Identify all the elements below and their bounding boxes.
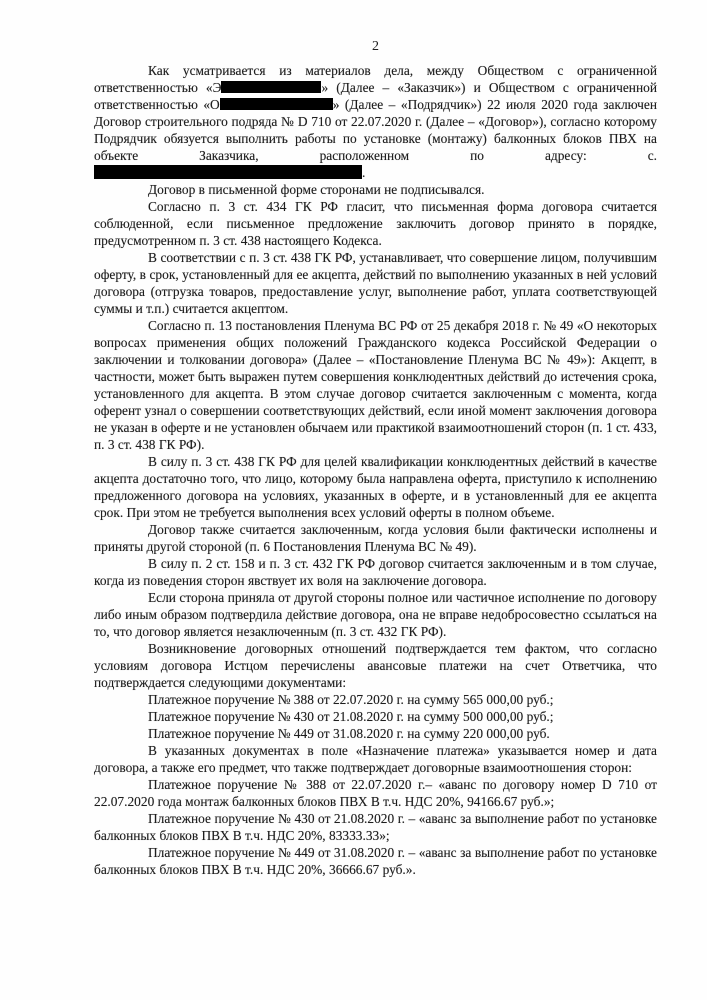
redaction-bar-customer-name bbox=[221, 81, 321, 93]
payment-order-430: Платежное поручение № 430 от 21.08.2020 г. на сумму 500 000,00 руб.; bbox=[148, 709, 554, 724]
redaction-bar-contractor-name bbox=[220, 98, 333, 110]
paragraph-advance-payments: Возникновение договорных отношений подтверждается тем фактом, что согласно условиям договора Истцом перечислены авансовые платежи на счет Ответчика, что подтверждается следующими документами: bbox=[94, 641, 657, 690]
paragraph-gk-438-qualification: В силу п. 3 ст. 438 ГК РФ для целей квалификации конклюдентных действий в качестве акцепта достаточно того, что лицо, которому была направлена оферта, приступило к исполнению предложенного договора на условиях, указанных в оферте, и в установленный для ее акцепта срок. При этом не требуется выполнения всех условий оферты в полном объеме. bbox=[94, 454, 657, 520]
paragraph-gk-158-432: В силу п. 2 ст. 158 и п. 3 ст. 432 ГК РФ договор считается заключенным и в том случае, когда из поведения сторон явствует их воля на заключение договора. bbox=[94, 556, 657, 588]
paragraph-payment-purpose: В указанных документах в поле «Назначение платежа» указывается номер и дата договора, а также его предмет, что также подтверждает договорные взаимоотношения сторон: bbox=[94, 743, 657, 775]
payment-order-449-purpose: Платежное поручение № 449 от 31.08.2020 г. – «аванс за выполнение работ по установке балконных блоков ПВХ В т.ч. НДС 20%, 36666.67 руб.». bbox=[94, 845, 657, 877]
paragraph-gk-438-accept: В соответствии с п. 3 ст. 438 ГК РФ, устанавливает, что совершение лицом, получившим оферту, в срок, установленный для ее акцепта, действий по выполнению указанных в ней условий договора (отгрузка товаров, предоставление услуг, выполнение работ, уплата соответствующей суммы и т.п.) считается акцептом. bbox=[94, 250, 657, 316]
page-number: 2 bbox=[372, 39, 379, 54]
text-segment: . bbox=[362, 165, 366, 180]
document-body bbox=[94, 62, 657, 878]
text-segment: » (Далее – «Подрядчик») 22 июля 2020 года заключен Договор строительного подряда № D 710 от 22.07.2020 г. (Далее – «Договор»), согласно которому Подрядчик обязуется выполнить работы по установке (монтажу) балконных блоков ПВХ на объекте Заказчика, расположенном по адресу: с. bbox=[94, 97, 657, 163]
payment-order-449: Платежное поручение № 449 от 31.08.2020 г. на сумму 220 000,00 руб. bbox=[148, 726, 550, 741]
payment-order-388-purpose: Платежное поручение № 388 от 22.07.2020 г.– «аванс по договору номер D 710 от 22.07.2020 года монтаж балконных блоков ПВХ В т.ч. НДС 20%, 94166.67 руб.»; bbox=[94, 777, 657, 809]
text-segment: » (Далее – «Заказчик») и Обществом с ограниченной ответственностью «О bbox=[94, 80, 657, 112]
paragraph-intro-contract bbox=[94, 62, 657, 164]
paragraph-form-not-signed: Договор в письменной форме сторонами не подписывался. bbox=[148, 182, 485, 197]
redacted-address-line bbox=[94, 164, 657, 181]
payment-order-430-purpose: Платежное поручение № 430 от 21.08.2020 г. – «аванс за выполнение работ по установке балконных блоков ПВХ В т.ч. НДС 20%, 83333.33»; bbox=[94, 811, 657, 843]
payment-order-388: Платежное поручение № 388 от 22.07.2020 г. на сумму 565 000,00 руб.; bbox=[148, 692, 554, 707]
redaction-bar-address bbox=[94, 165, 362, 179]
text-segment: Как усматривается из материалов дела, между Обществом с ограниченной ответственностью «Э bbox=[94, 63, 657, 95]
paragraph-estoppel: Если сторона приняла от другой стороны полное или частичное исполнение по договору либо иным образом подтвердила действие договора, она не вправе недобросовестно ссылаться на то, что договор является незаключенным (п. 3 ст. 432 ГК РФ). bbox=[94, 590, 657, 639]
paragraph-actually-executed: Договор также считается заключенным, когда условия были фактически исполнены и приняты другой стороной (п. 6 Постановления Пленума ВС № 49). bbox=[94, 522, 657, 554]
paragraph-plenum-49: Согласно п. 13 постановления Пленума ВС РФ от 25 декабря 2018 г. № 49 «О некоторых вопросах применения общих положений Гражданского кодекса Российской Федерации о заключении и толковании договора» (Далее – «Постановление Пленума ВС № 49»): Акцепт, в частности, может быть выражен путем совершения конклюдентных действий до истечения срока, установленного для акцепта. В этом случае договор считается заключенным с момента, когда оферент узнал о совершении соответствующих действий, если иной момент заключения договора не указан в оферте и не установлен обычаем или практикой взаимоотношений сторон (п. 1 ст. 433, п. 3 ст. 438 ГК РФ). bbox=[94, 318, 657, 452]
paragraph-gk-434: Согласно п. 3 ст. 434 ГК РФ гласит, что письменная форма договора считается соблюденной, если письменное предложение заключить договор принято в порядке, предусмотренном п. 3 ст. 438 настоящего Кодекса. bbox=[94, 199, 657, 248]
